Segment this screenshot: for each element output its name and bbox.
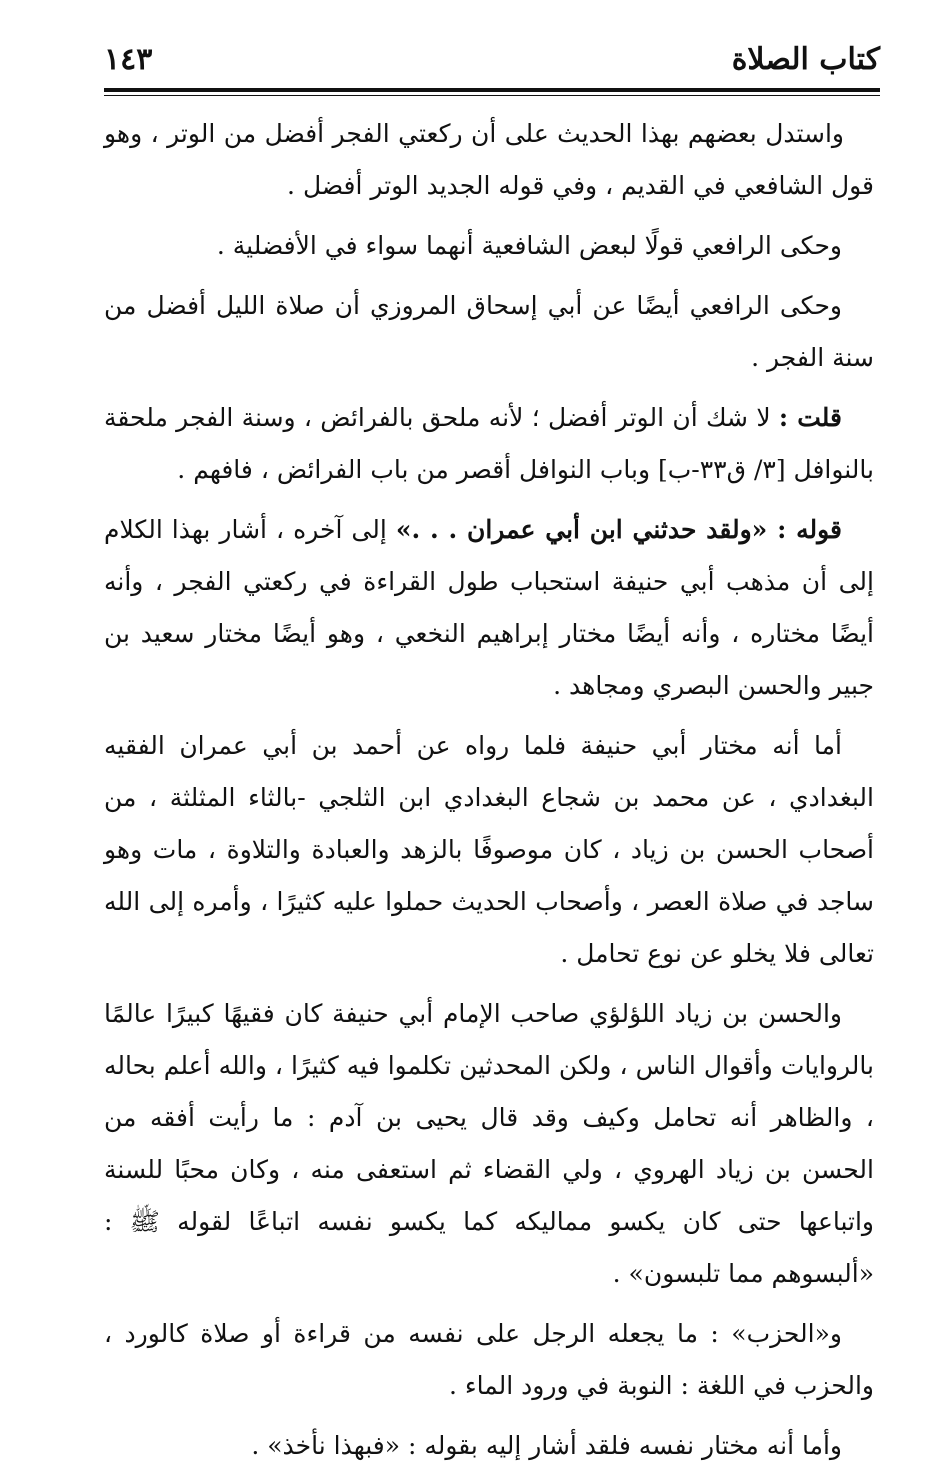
paragraph-text: واستدل بعضهم بهذا الحديث على أن ركعتي الفجر أفضل من الوتر ، وهو قول الشافعي في القديم ، وفي قوله الجديد الوتر أفضل . [104,119,874,200]
header-rule-thin [104,95,880,96]
paragraph-text: وحكى الرافعي أيضًا عن أبي إسحاق المروزي أن صلاة الليل أفضل من سنة الفجر . [104,291,874,372]
paragraph-text: أما أنه مختار أبي حنيفة فلما رواه عن أحمد بن أبي عمران الفقيه البغدادي ، عن محمد بن شجاع البغدادي ابن الثلجي -بالثاء المثلثة ، من أصحاب الحسن بن زياد ، كان موصوفًا بالزهد والعبادة والتلاوة ، مات وهو ساجد في صلاة العصر ، وأصحاب الحديث حملوا عليه كثيرًا ، وأمره إلى الله تعالى فلا يخلو عن نوع تحامل . [104,731,874,968]
paragraph [104,280,874,384]
paragraph [104,1308,874,1412]
paragraph [104,1420,874,1472]
paragraph [104,392,874,496]
header-rule-thick [104,88,880,92]
paragraph-text: وحكى الرافعي قولًا لبعض الشافعية أنهما سواء في الأفضلية . [216,231,842,260]
paragraph-lead: قوله : «ولقد حدثني ابن أبي عمران . . .» [395,515,843,544]
paragraph-text: لا شك أن الوتر أفضل ؛ لأنه ملحق بالفرائض ، وسنة الفجر ملحقة بالنوافل [٣/ ق٣٣-ب] وباب النوافل أقصر من باب الفرائض ، فافهم . [104,403,874,484]
paragraph-text: و«الحزب» : ما يجعله الرجل على نفسه من قراءة أو صلاة كالورد ، والحزب في اللغة : النوبة في ورود الماء . [104,1319,874,1400]
chapter-title: كتاب الصلاة [731,42,880,77]
paragraph-text: والحسن بن زياد اللؤلؤي صاحب الإمام أبي حنيفة كان فقيهًا كبيرًا عالمًا بالروايات وأقوال الناس ، ولكن المحدثين تكلموا فيه كثيرًا ، والله أعلم بحاله ، والظاهر أنه تحامل وكيف وقد قال يحيى بن آدم : ما رأيت أفقه من الحسن بن زياد الهروي ، ولي القضاء ثم استعفى منه ، وكان محبًا للسنة واتباعها حتى كان يكسو مماليكه كما يكسو نفسه اتباعًا لقوله ﷺ : «ألبسوهم مما تلبسون» . [104,999,874,1288]
page-number: ١٤٣ [104,42,153,77]
page-header [104,34,880,92]
paragraph-lead: قلت : [778,403,842,432]
paragraph [104,108,874,212]
paragraph-text: وأما أنه مختار نفسه فلقد أشار إليه بقوله : «فبهذا نأخذ» . [251,1431,842,1460]
paragraph [104,720,874,980]
paragraph [104,988,874,1300]
paragraph [104,220,874,272]
paragraph [104,504,874,712]
paragraph-text: إلى آخره ، أشار بهذا الكلام إلى أن مذهب أبي حنيفة استحباب طول القراءة في ركعتي الفجر ، وأنه أيضًا مختاره ، وأنه أيضًا مختار إبراهيم النخعي ، وهو أيضًا مختار سعيد بن جبير والحسن البصري ومجاهد . [104,515,874,700]
body-text [104,108,874,1480]
